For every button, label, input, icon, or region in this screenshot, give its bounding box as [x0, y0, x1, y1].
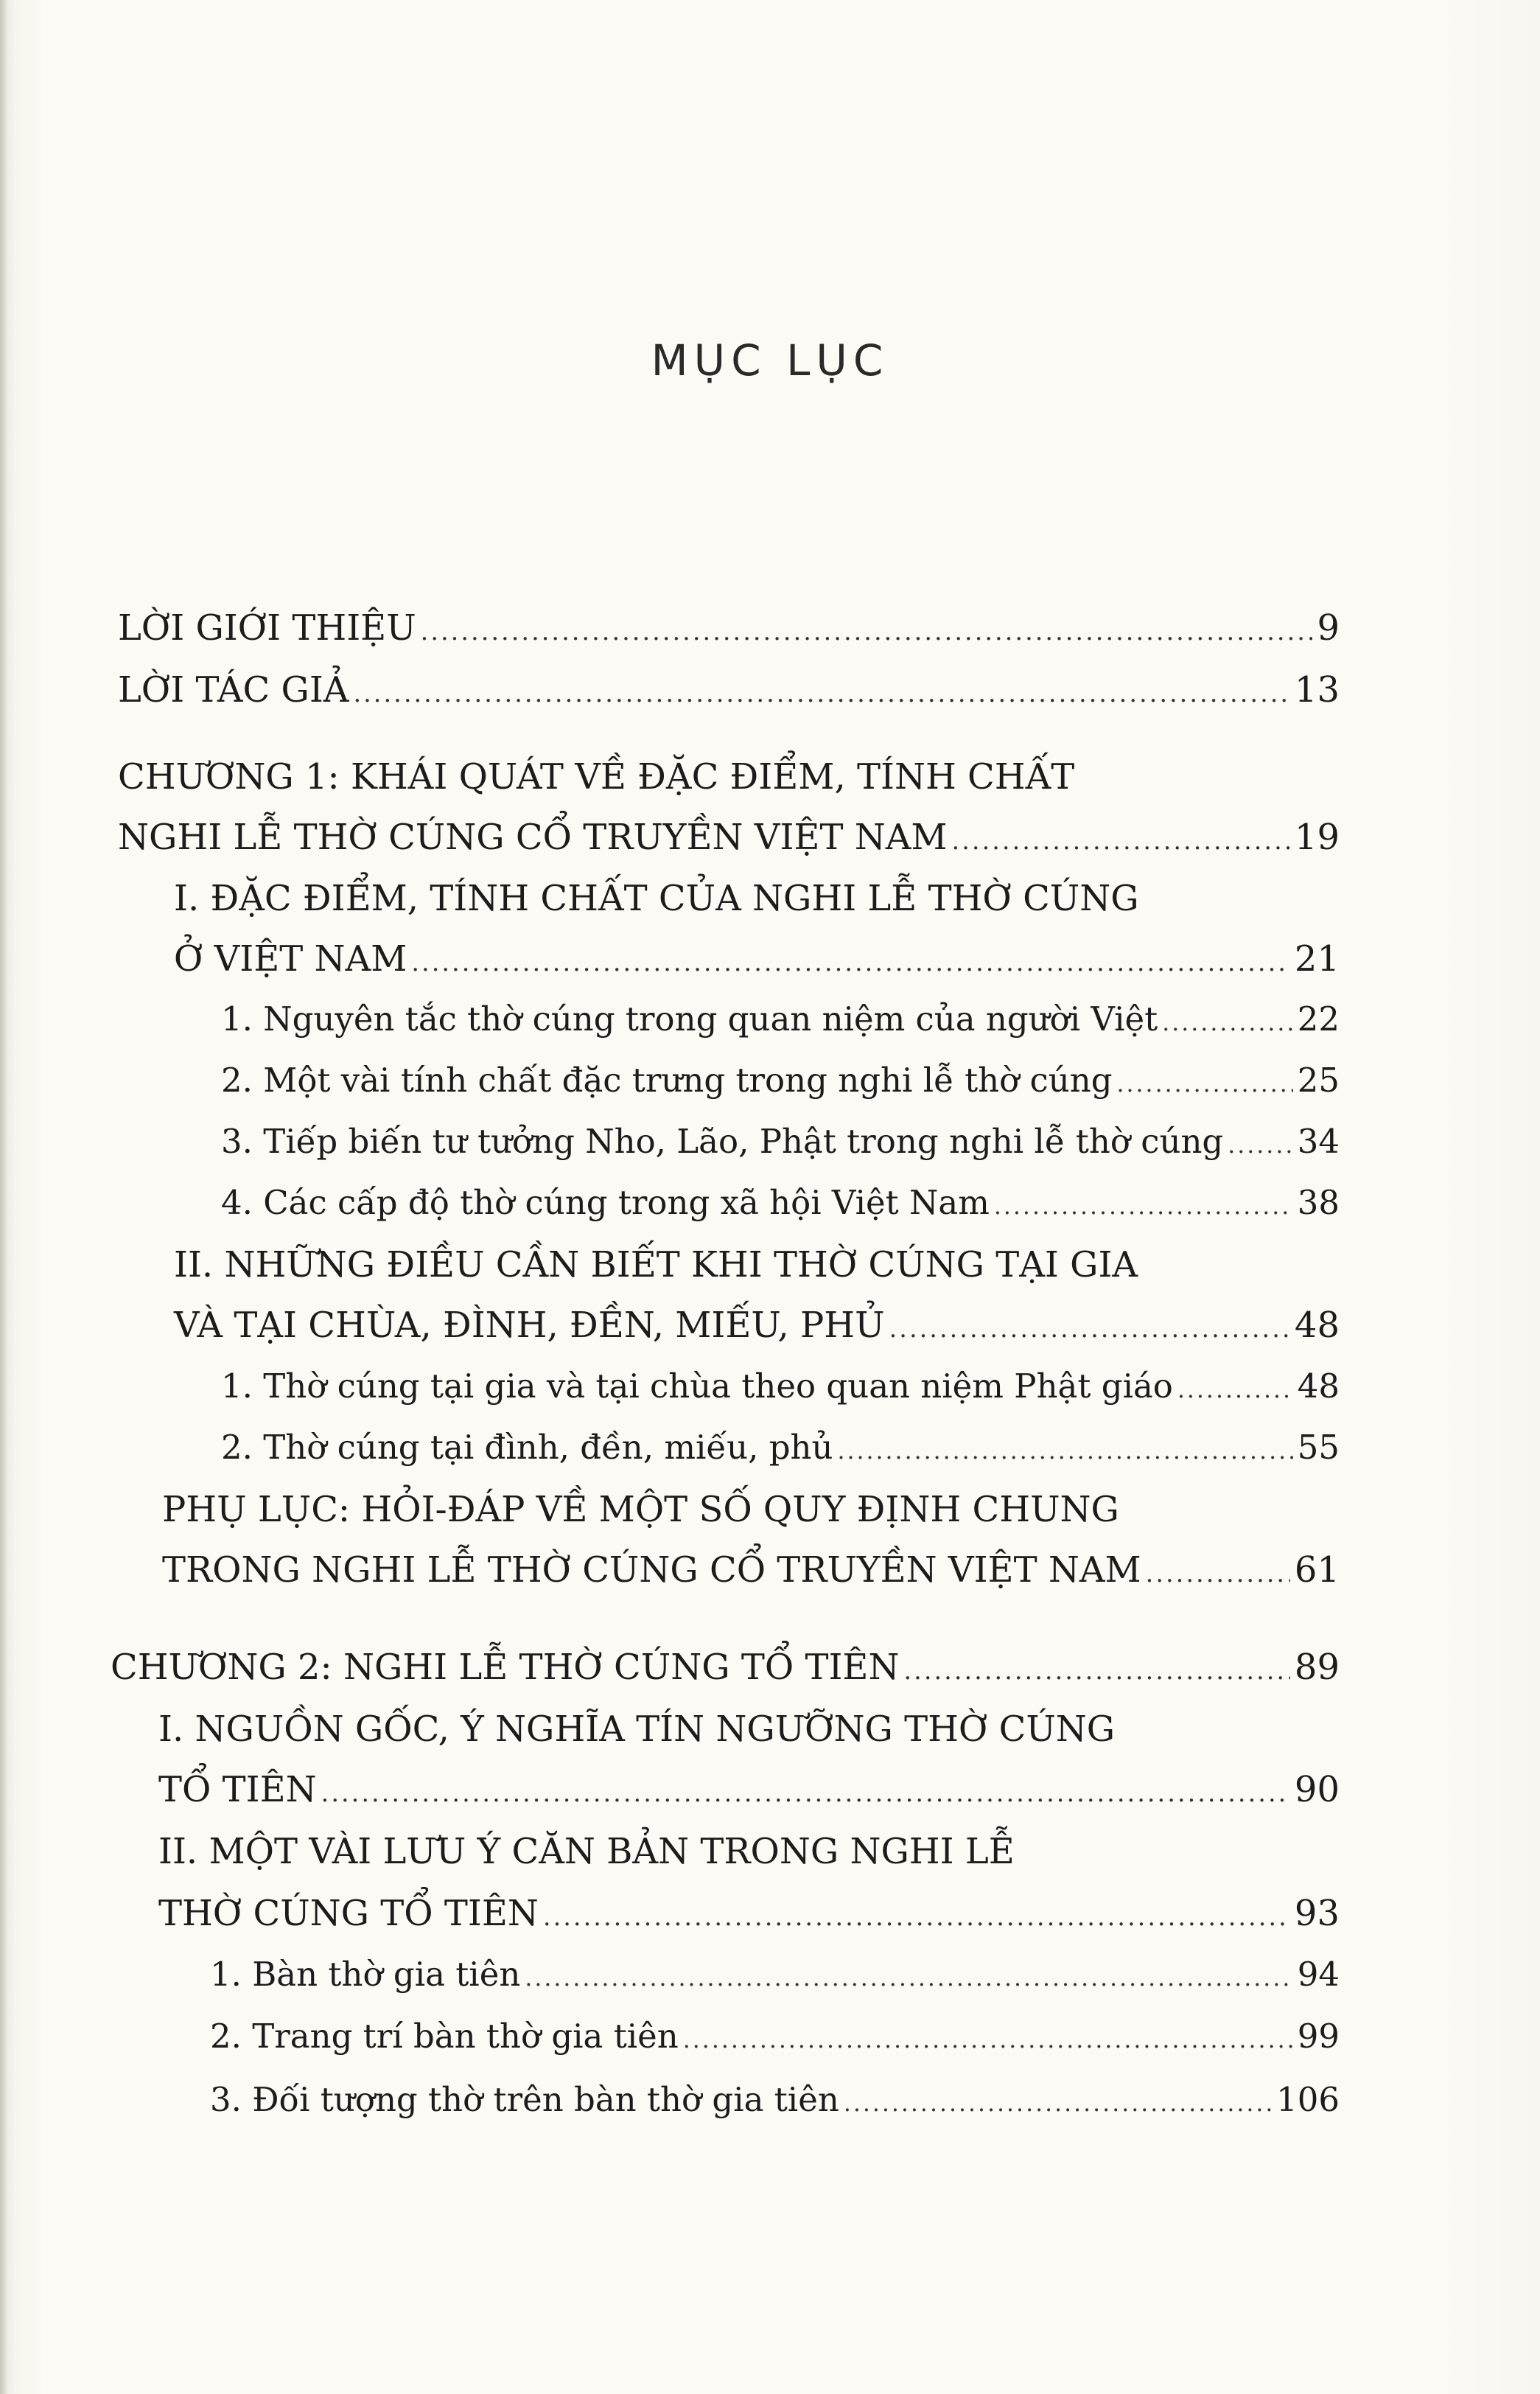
dot-leader: [1146, 1561, 1290, 1586]
chapter-1-heading-line1[interactable]: CHƯƠNG 1: KHÁI QUÁT VỀ ĐẶC ĐIỂM, TÍNH CHẤT: [118, 756, 1075, 798]
toc-page-number: 13: [1294, 669, 1340, 711]
toc-page-number: 38: [1297, 1183, 1340, 1222]
section-2-1-heading-line1[interactable]: I. NGUỒN GỐC, Ý NGHĨA TÍN NGƯỠNG THỜ CÚNG: [158, 1709, 1116, 1750]
toc-page-number: 55: [1297, 1428, 1340, 1467]
toc-page-number: 94: [1297, 1955, 1340, 1994]
toc-item-1-1-3[interactable]: [221, 1122, 1340, 1161]
dot-leader: [837, 1440, 1292, 1464]
toc-entry-label: VÀ TẠI CHÙA, ĐÌNH, ĐỀN, MIẾU, PHỦ: [174, 1305, 885, 1346]
dot-leader: [844, 2093, 1272, 2116]
section-2-1-heading[interactable]: [158, 1769, 1340, 1810]
dot-leader: [683, 2029, 1293, 2053]
section-1-1-heading[interactable]: [174, 938, 1340, 980]
toc-entry-label: Ở VIỆT NAM: [174, 938, 407, 980]
toc-page-number: 99: [1297, 2017, 1340, 2056]
toc-page-number: 48: [1297, 1367, 1340, 1406]
toc-entry-label: 1. Thờ cúng tại gia và tại chùa theo quan niệm Phật giáo: [221, 1367, 1173, 1406]
toc-page-number: 61: [1294, 1549, 1340, 1591]
toc-item-2-2-2[interactable]: [210, 2017, 1340, 2056]
section-2-2-heading-line1[interactable]: II. MỘT VÀI LƯU Ý CĂN BẢN TRONG NGHI LỄ: [158, 1831, 1015, 1872]
dot-leader: [411, 950, 1290, 975]
toc-entry-label: CHƯƠNG 2: NGHI LỄ THỜ CÚNG TỔ TIÊN: [111, 1647, 900, 1688]
toc-item-1-1-4[interactable]: [221, 1183, 1340, 1222]
toc-page-number: 90: [1294, 1769, 1340, 1810]
toc-entry-label: LỜI TÁC GIẢ: [118, 669, 349, 711]
dot-leader: [1177, 1379, 1293, 1403]
toc-page-number: 48: [1294, 1305, 1340, 1346]
dot-leader: [321, 1781, 1290, 1806]
toc-entry-label: 2. Một vài tính chất đặc trưng trong nghi lễ thờ cúng: [221, 1061, 1113, 1100]
dot-leader: [994, 1196, 1293, 1219]
toc-page-number: 22: [1297, 999, 1340, 1039]
toc-entry-label: 3. Tiếp biến tư tưởng Nho, Lão, Phật trong nghi lễ thờ cúng: [221, 1122, 1224, 1161]
toc-page-number: 19: [1294, 817, 1340, 858]
toc-entry-label: THỜ CÚNG TỔ TIÊN: [158, 1893, 539, 1934]
dot-leader: [952, 828, 1290, 854]
dot-leader: [353, 681, 1289, 706]
dot-leader: [1162, 1012, 1292, 1036]
toc-page-number: 106: [1276, 2080, 1340, 2119]
toc-entry-label: LỜI GIỚI THIỆU: [118, 607, 416, 649]
toc-entry-label: 2. Trang trí bàn thờ gia tiên: [210, 2017, 679, 2056]
dot-leader: [1117, 1073, 1293, 1097]
chapter-2-heading[interactable]: [111, 1647, 1340, 1688]
toc-entry-label: 1. Bàn thờ gia tiên: [210, 1955, 521, 1994]
toc-entry-loi-gioi-thieu[interactable]: [118, 607, 1340, 649]
toc-page-number: 93: [1294, 1893, 1340, 1934]
dot-leader: [889, 1316, 1290, 1341]
appendix-heading[interactable]: [162, 1549, 1340, 1591]
dot-leader: [903, 1658, 1289, 1683]
toc-entry-loi-tac-gia[interactable]: [118, 669, 1340, 711]
toc-entry-label: TỔ TIÊN: [158, 1769, 317, 1810]
toc-item-1-2-2[interactable]: [221, 1428, 1340, 1467]
section-1-1-heading-line1[interactable]: I. ĐẶC ĐIỂM, TÍNH CHẤT CỦA NGHI LỄ THỜ CÚNG: [174, 878, 1139, 919]
dot-leader: [1228, 1134, 1292, 1158]
toc-item-2-2-1[interactable]: [210, 1955, 1340, 1994]
toc-page-number: 34: [1297, 1122, 1340, 1161]
dot-leader: [525, 1967, 1292, 1991]
toc-item-1-2-1[interactable]: [221, 1367, 1340, 1406]
toc-entry-label: 1. Nguyên tắc thờ cúng trong quan niệm của người Việt: [221, 999, 1158, 1039]
appendix-heading-line1[interactable]: PHỤ LỤC: HỎI-ĐÁP VỀ MỘT SỐ QUY ĐỊNH CHUNG: [162, 1489, 1119, 1530]
toc-item-1-1-1[interactable]: [221, 999, 1340, 1039]
section-1-2-heading[interactable]: [174, 1305, 1340, 1346]
toc-item-2-2-3[interactable]: [210, 2080, 1340, 2119]
toc-entry-label: 2. Thờ cúng tại đình, đền, miếu, phủ: [221, 1428, 833, 1467]
toc-item-1-1-2[interactable]: [221, 1061, 1340, 1100]
toc-entry-label: 4. Các cấp độ thờ cúng trong xã hội Việt Nam: [221, 1183, 990, 1222]
toc-entry-label: 3. Đối tượng thờ trên bàn thờ gia tiên: [210, 2080, 839, 2119]
toc-page-number: 9: [1317, 607, 1340, 649]
dot-leader: [543, 1905, 1290, 1930]
dot-leader: [421, 619, 1313, 644]
page-title: MỤC LỤC: [651, 335, 889, 385]
section-2-2-heading[interactable]: [158, 1893, 1340, 1934]
toc-page-number: 21: [1294, 938, 1340, 980]
section-1-2-heading-line1[interactable]: II. NHỮNG ĐIỀU CẦN BIẾT KHI THỜ CÚNG TẠI GIA: [174, 1244, 1138, 1285]
toc-page-number: 89: [1294, 1647, 1340, 1688]
toc-entry-label: NGHI LỄ THỜ CÚNG CỔ TRUYỀN VIỆT NAM: [118, 817, 948, 858]
chapter-1-heading[interactable]: [118, 817, 1340, 858]
toc-page-number: 25: [1297, 1061, 1340, 1100]
toc-entry-label: TRONG NGHI LỄ THỜ CÚNG CỔ TRUYỀN VIỆT NAM: [162, 1549, 1141, 1591]
